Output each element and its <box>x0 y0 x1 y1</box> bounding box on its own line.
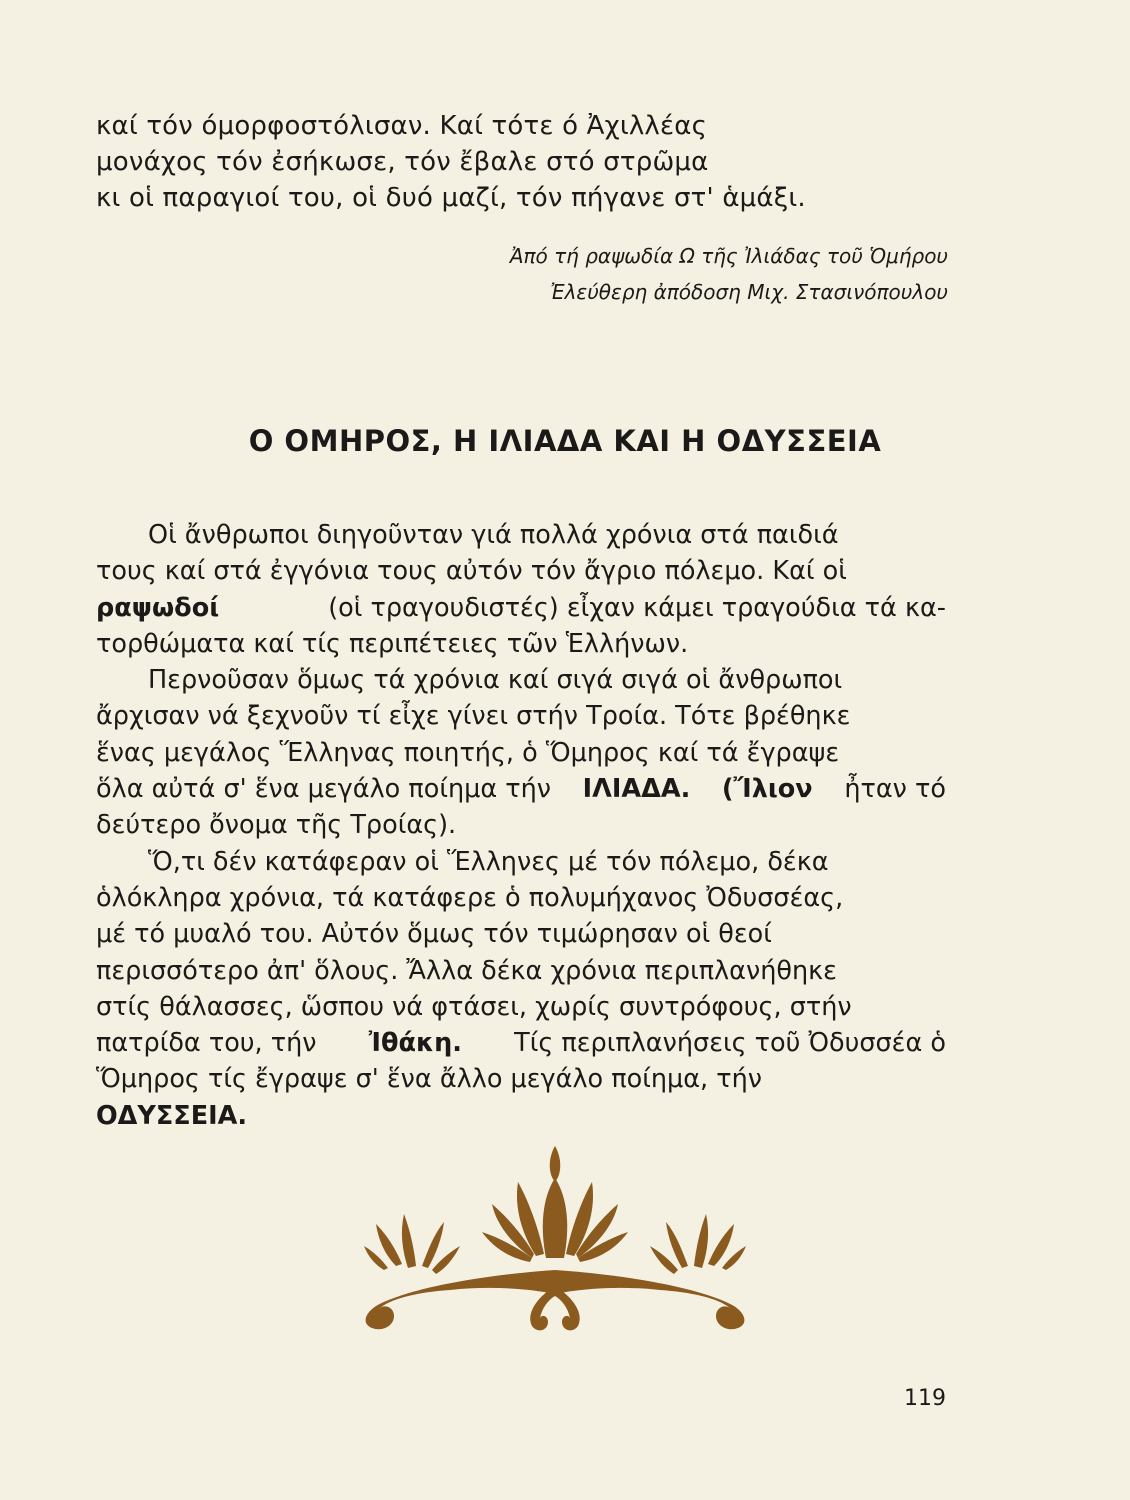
text-line <box>96 844 946 880</box>
text-line <box>96 989 946 1025</box>
text-line <box>96 735 946 771</box>
text-span: Οἱ ἄνθρωποι διηγοῦνταν γιά πολλά χρόνια στά παιδιά <box>148 520 839 550</box>
verse-line: καί τόν όμορφοστόλισαν. Καί τότε ό Ἀχιλλέας <box>96 111 708 141</box>
text-line <box>96 590 946 626</box>
bold-term: ραψωδοί <box>96 592 220 623</box>
verse-excerpt <box>96 108 956 216</box>
ornament-shapes <box>364 1146 746 1330</box>
text-line <box>96 626 946 662</box>
text-span: (οἱ τραγουδιστές) εἶχαν κάμει τραγούδια τά κα- <box>328 592 946 623</box>
body-text <box>96 517 946 1134</box>
text-line <box>96 771 946 807</box>
page-number: 119 <box>904 1386 946 1411</box>
text-line <box>96 517 946 553</box>
text-line <box>96 1061 946 1097</box>
text-line <box>96 553 946 589</box>
text-span: τους καί στά ἐγγόνια τους αὐτόν τόν ἄγριο πόλεμο. Καί οἱ <box>96 556 847 587</box>
text-line <box>96 1025 946 1061</box>
text-line <box>96 698 946 734</box>
text-span: ὁλόκληρα χρόνια, τά κατάφερε ὁ πολυμήχανος Ὀδυσσέας, <box>96 882 844 913</box>
source-attribution <box>510 238 948 310</box>
text-span: δεύτερο ὄνομα τῆς Τροίας). <box>96 810 457 841</box>
source-line-1: Ἀπό τή ραψωδία Ω τῆς Ἰλιάδας τοῦ Ὁμήρου <box>509 244 948 268</box>
bold-term: (Ἴλιον <box>721 774 813 805</box>
text-line <box>96 1098 946 1134</box>
text-line <box>96 916 946 952</box>
bold-term: Ἰθάκη. <box>368 1028 462 1059</box>
text-span: ἕνας μεγάλος Ἕλληνας ποιητής, ὁ Ὅμηρος καί τά ἔγραψε <box>96 737 840 768</box>
text-line <box>96 807 946 843</box>
text-span: Ὅμηρος τίς ἔγραψε σ' ἕνα ἄλλο μεγάλο ποίημα, τήν <box>96 1064 762 1095</box>
text-span: περισσότερο ἀπ' ὅλους. Ἄλλα δέκα χρόνια περιπλανήθηκε <box>96 955 837 986</box>
text-line <box>96 880 946 916</box>
paragraph-1 <box>96 517 946 662</box>
text-span: τορθώματα καί τίς περιπέτειες τῶν Ἑλλήνων. <box>96 628 689 659</box>
palmette-ornament-icon <box>336 1138 774 1340</box>
text-span: Ὅ,τι δέν κατάφεραν οἱ Ἕλληνες μέ τόν πόλεμο, δέκα <box>148 846 829 877</box>
text-span: Τίς περιπλανήσεις τοῦ Ὀδυσσέα ὁ <box>514 1028 946 1059</box>
text-span: πατρίδα του, τήν <box>96 1028 317 1059</box>
text-line <box>96 953 946 989</box>
bold-term: ΙΛΙΑΔΑ. <box>582 774 691 805</box>
paragraph-3 <box>96 844 946 1134</box>
text-span: ἦταν τό <box>844 774 946 805</box>
text-span: στίς θάλασσες, ὥσπου νά φτάσει, χωρίς συντρόφους, στήν <box>96 991 852 1022</box>
text-span: μέ τό μυαλό του. Αὐτόν ὅμως τόν τιμώρησαν οἱ θεοί <box>96 919 772 950</box>
text-span: ὅλα αὐτά σ' ἕνα μεγάλο ποίημα τήν <box>96 774 552 805</box>
section-heading: Ο ΟΜΗΡΟΣ, Η ΙΛΙΑΔΑ ΚΑΙ Η ΟΔΥΣΣΕΙΑ <box>248 424 882 458</box>
text-span: ἄρχισαν νά ξεχνοῦν τί εἶχε γίνει στήν Τροία. Τότε βρέθηκε <box>96 701 851 732</box>
bold-term: ΟΔΥΣΣΕΙΑ. <box>96 1100 248 1131</box>
verse-line: μονάχος τόν ἐσήκωσε, τόν ἔβαλε στό στρῶμα <box>96 147 709 177</box>
text-line <box>96 662 946 698</box>
verse-line: κι οἱ παραγιοί του, οἱ δυό μαζί, τόν πήγανε στ' ἁμάξι. <box>96 183 806 213</box>
text-span: Περνοῦσαν ὅμως τά χρόνια καί σιγά σιγά οἱ ἄνθρωποι <box>148 665 843 696</box>
source-line-2: Ἐλεύθερη ἀπόδοση Μιχ. Στασινόπουλου <box>550 280 948 304</box>
paragraph-2 <box>96 662 946 843</box>
